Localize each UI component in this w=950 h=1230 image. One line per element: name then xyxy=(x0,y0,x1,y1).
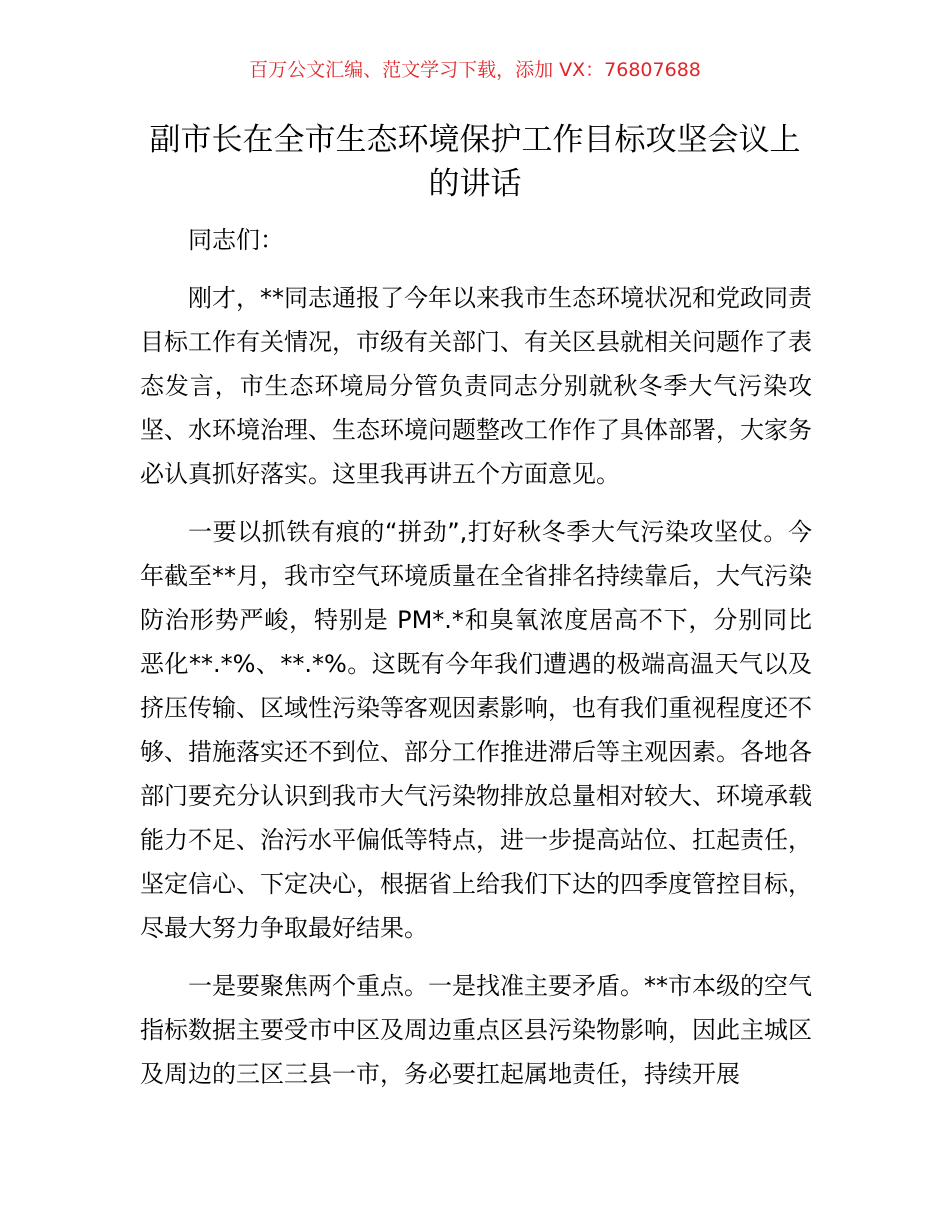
header-watermark-text: 百万公文汇编、范文学习下载，添加 VX：76807688 xyxy=(249,59,701,81)
salutation: 同志们： xyxy=(188,226,284,254)
paragraph-1: 刚才，**同志通报了今年以来我市生态环境状况和党政同责目标工作有关情况，市级有关部门、有关区县就相关问题作了表态发言，市生态环境局分管负责同志分别就秋冬季大气污染攻坚、水环境治理、生态环境问题整改工作作了具体部署，大家务必认真抓好落实。这里我再讲五个方面意见。 xyxy=(140,284,812,488)
paragraph-3: 一是要聚焦两个重点。一是找准主要矛盾。**市本级的空气指标数据主要受市中区及周边重点区县污染物影响，因此主城区及周边的三区三县一市，务必要扛起属地责任，持续开展 xyxy=(140,972,812,1088)
document-title: 副市长在全市生态环境保护工作目标攻坚会议上的讲话 xyxy=(149,122,801,202)
document-body xyxy=(140,218,812,1110)
paragraph-2: 一要以抓铁有痕的“拼劲”,打好秋冬季大气污染攻坚仗。今年截至**月，我市空气环境质量在全省排名持续靠后，大气污染防治形势严峻，特别是 PM*.*和臭氧浓度居高不下，分别同比恶化**.*%、**.*%。这既有今年我们遭遇的极端高温天气以及挤压传输、区域性污染等客观因素影响，也有我们重视程度还不够、措施落实还不到位、部分工作推进滞后等主观因素。各地各部门要充分认识到我市大气污染物排放总量相对较大、环境承载能力不足、治污水平偏低等特点，进一步提高站位、扛起责任，坚定信心、下定决心，根据省上给我们下达的四季度管控目标，尽最大努力争取最好结果。 xyxy=(140,518,812,942)
